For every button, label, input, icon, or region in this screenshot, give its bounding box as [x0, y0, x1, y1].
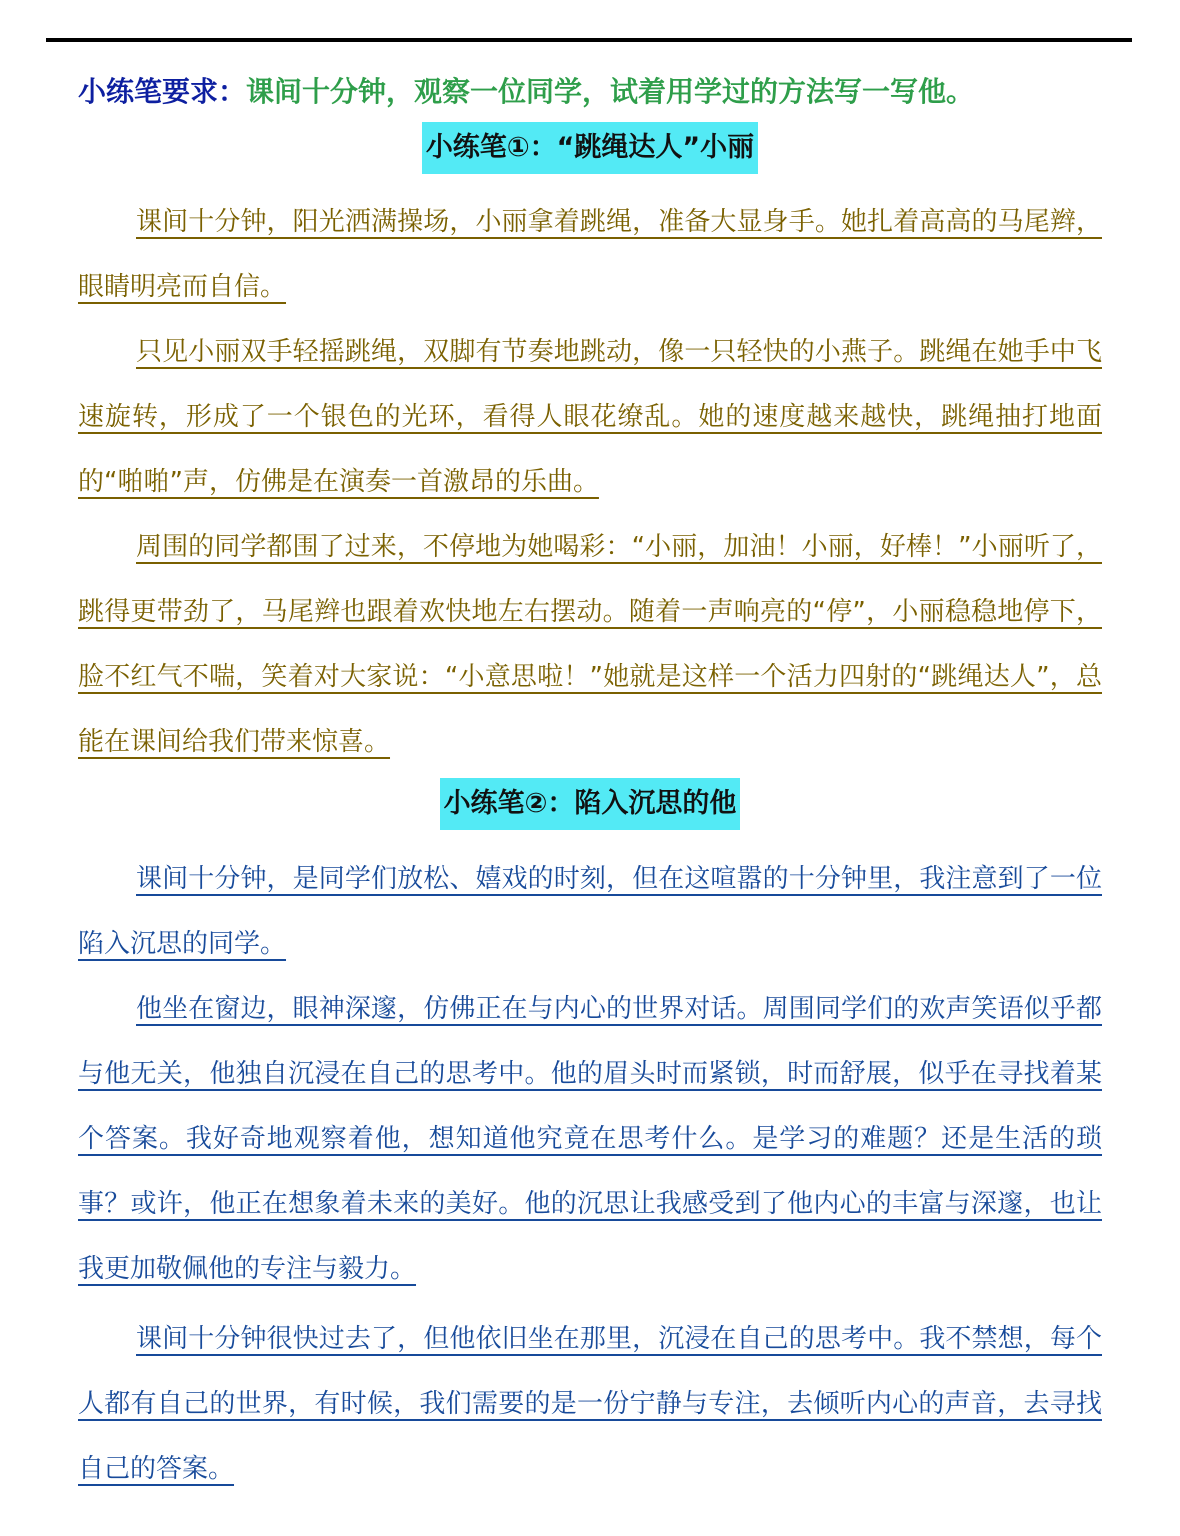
essay1-paragraph-1: 课间十分钟，阳光洒满操场，小丽拿着跳绳，准备大显身手。她扎着高高的马尾辫，眼睛明亮而自信。 — [78, 207, 1102, 302]
essay2-paragraph-1: 课间十分钟，是同学们放松、嬉戏的时刻，但在这喧嚣的十分钟里，我注意到了一位陷入沉思的同学。 — [78, 864, 1102, 959]
essay2-paragraph-3: 课间十分钟很快过去了，但他依旧坐在那里，沉浸在自己的思考中。我不禁想，每个人都有自己的世界，有时候，我们需要的是一份宁静与专注，去倾听内心的声音，去寻找自己的答案。 — [78, 1324, 1102, 1484]
top-rule — [46, 38, 1132, 42]
essay1-heading — [0, 122, 1180, 174]
writing-requirement — [78, 70, 1138, 114]
essay2-paragraph-2: 他坐在窗边，眼神深邃，仿佛正在与内心的世界对话。周围同学们的欢声笑语似乎都与他无关，他独自沉浸在自己的思考中。他的眉头时而紧锁，时而舒展，似乎在寻找着某个答案。我好奇地观察着他，想知道他究竟在思考什么。是学习的难题？还是生活的琐事？或许，他正在想象着未来的美好。他的沉思让我感受到了他内心的丰富与深邃，也让我更加敬佩他的专注与毅力。 — [78, 994, 1102, 1284]
essay2-heading — [0, 778, 1180, 830]
requirement-label: 小练笔要求： — [78, 75, 247, 108]
essay1-paragraph-3: 周围的同学都围了过来，不停地为她喝彩：“小丽，加油！小丽，好棒！”小丽听了，跳得更带劲了，马尾辫也跟着欢快地左右摆动。随着一声响亮的“停”，小丽稳稳地停下，脸不红气不喘，笑着对大家说：“小意思啦！”她就是这样一个活力四射的“跳绳达人”，总能在课间给我们带来惊喜。 — [78, 532, 1102, 757]
essay1-paragraph-2: 只见小丽双手轻摇跳绳，双脚有节奏地跳动，像一只轻快的小燕子。跳绳在她手中飞速旋转，形成了一个银色的光环，看得人眼花缭乱。她的速度越来越快，跳绳抽打地面的“啪啪”声，仿佛是在演奏一首激昂的乐曲。 — [78, 337, 1102, 497]
requirement-text: 课间十分钟，观察一位同学，试着用学过的方法写一写他。 — [246, 75, 975, 108]
essay1-title: 小练笔①：“跳绳达人”小丽 — [422, 122, 758, 174]
essay2-title: 小练笔②：陷入沉思的他 — [440, 778, 741, 830]
